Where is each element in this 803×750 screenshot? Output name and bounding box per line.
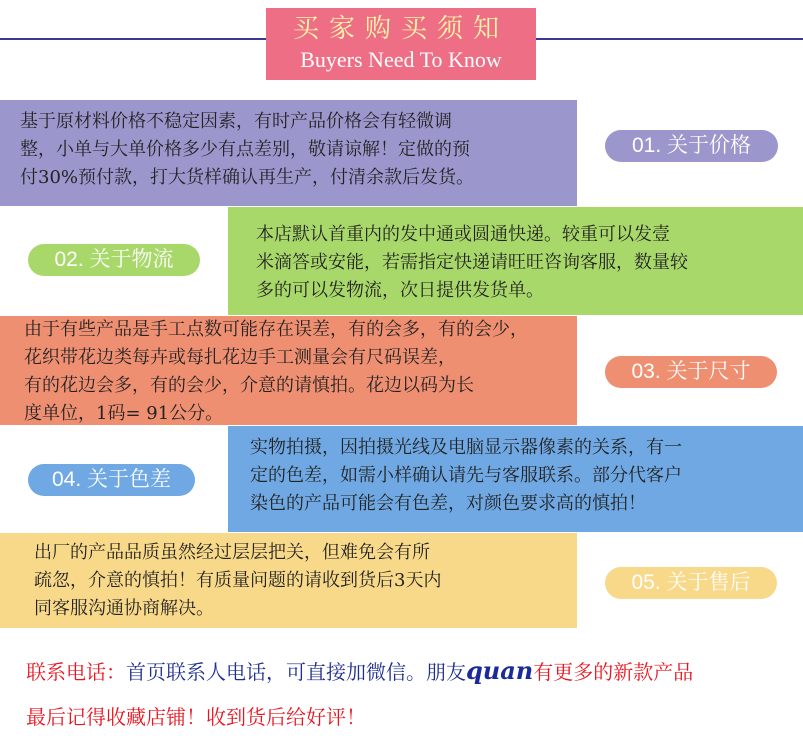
header-title-en: Buyers Need To Know (300, 47, 502, 72)
more-products-text: 有更多的新款产品 (533, 660, 694, 684)
size-text: 由于有些产品是手工点数可能存在误差，有的会多，有的会少， 花织带花边类每卉或每扎花边手工测量会有尺码误差， 有的花边会多，有的会少，介意的请慎拍。花边以码为长 度单位，1码= 91公分。 (0, 316, 577, 425)
logistics-label: 02. 关于物流 (28, 244, 200, 276)
price-text: 基于原材料价格不稳定因素，有时产品价格会有轻微调 整，小单与大单价格多少有点差别，敬请谅解！定做的预 付30%预付款，打大货样确认再生产，付清余款后发货。 (0, 100, 577, 206)
size-label: 03. 关于尺寸 (605, 356, 777, 388)
contact-text: 首页联系人电话，可直接加微信。朋友 (126, 660, 466, 684)
logistics-text: 本店默认首重内的发中通或圆通快递。较重可以发壹 米滴答或安能，若需指定快递请旺旺咨询客服，数量较 多的可以发物流，次日提供发货单。 (228, 207, 803, 315)
footer-contact-line (26, 656, 693, 687)
footer-reminder: 最后记得收藏店铺！收到货后给好评！ (26, 705, 366, 729)
page-header (266, 8, 536, 80)
contact-label: 联系电话： (26, 660, 126, 684)
price-label: 01. 关于价格 (605, 130, 778, 162)
aftersale-text: 出厂的产品品质虽然经过层层把关，但难免会有所 疏忽，介意的慎拍！有质量问题的请收到货后3天内 同客服沟通协商解决。 (0, 533, 577, 628)
header-title-cn: 买家购买须知 (292, 14, 509, 44)
color-text: 实物拍摄，因拍摄光线及电脑显示器像素的关系，有一 定的色差，如需小样确认请先与客服联系。部分代客户 染色的产品可能会有色差，对颜色要求高的慎拍！ (228, 426, 803, 532)
aftersale-label: 05. 关于售后 (605, 567, 777, 599)
quan-logo: quan (466, 656, 534, 685)
color-label: 04. 关于色差 (28, 464, 195, 496)
